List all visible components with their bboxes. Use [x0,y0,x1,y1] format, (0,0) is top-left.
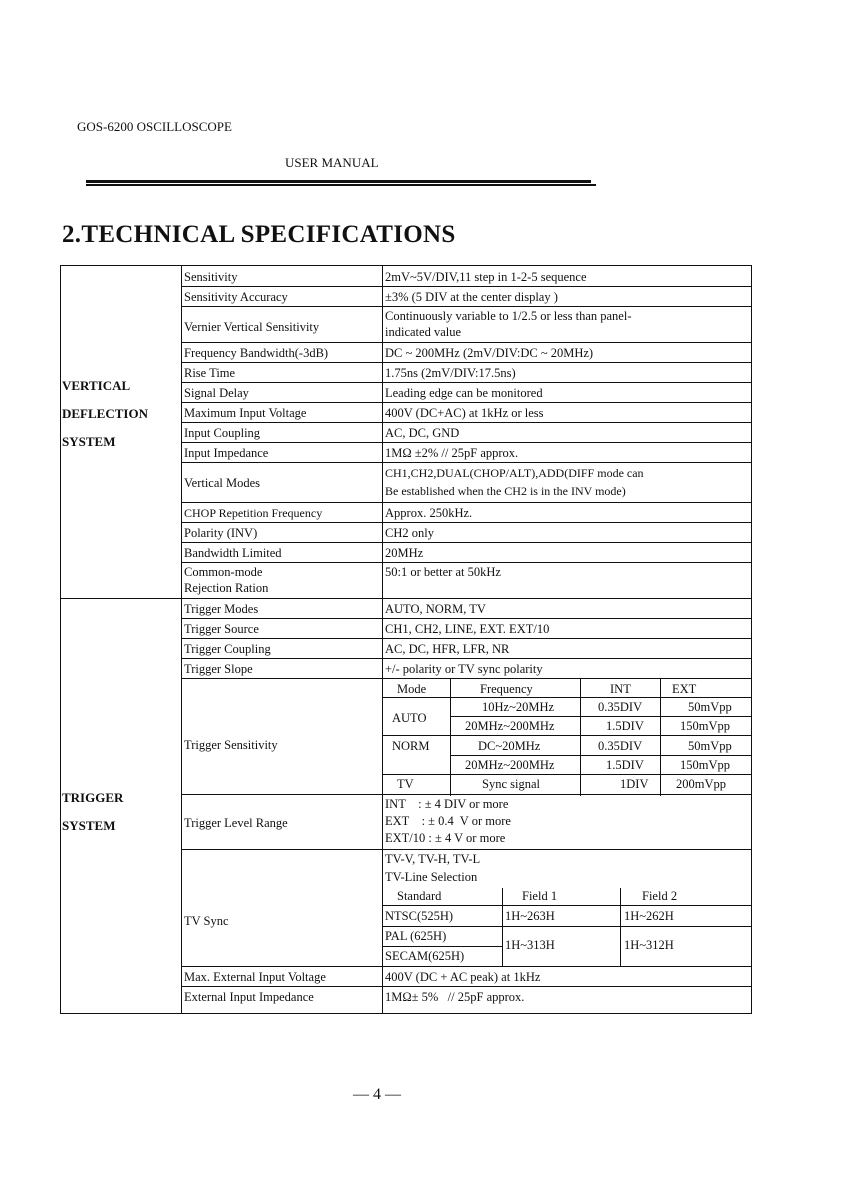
spec-value: +/- polarity or TV sync polarity [385,662,543,676]
col-divider [450,678,451,796]
table-cell: 20MHz~200MHz [465,758,555,772]
table-header: INT [610,682,631,696]
spec-value: 1.75ns (2mV/DIV:17.5ns) [385,366,516,380]
col-divider [620,888,621,966]
spec-name: Signal Delay [184,386,249,400]
spec-value: 400V (DC+AC) at 1kHz or less [385,406,544,420]
table-cell: 1H~263H [505,909,555,923]
spec-name: Vernier Vertical Sensitivity [184,320,320,334]
row-divider [450,755,751,756]
table-cell: 0.35DIV [598,739,643,753]
col-divider [580,678,581,796]
spec-value: 20MHz [385,546,424,560]
spec-value: CH1, CH2, LINE, EXT. EXT/10 [385,622,550,636]
spec-name: External Input Impedance [184,990,314,1004]
table-cell: 1H~262H [624,909,674,923]
row-divider [181,462,751,463]
document-header-title: GOS-6200 OSCILLOSCOPE [77,119,232,134]
spec-value: ±3% (5 DIV at the center display ) [385,290,558,304]
spec-value: 1MΩ± 5% // 25pF approx. [385,990,525,1004]
row-divider [181,658,751,659]
row-divider [181,986,751,987]
spec-name: Sensitivity [184,270,238,284]
table-cell: 1.5DIV [606,758,644,772]
table-cell: 200mVpp [676,777,726,791]
row-divider [181,306,751,307]
col-divider [502,888,503,966]
category-column-divider [181,265,182,1013]
table-cell: DC~20MHz [478,739,541,753]
spec-value: 2mV~5V/DIV,11 step in 1-2-5 sequence [385,270,587,284]
spec-value-line2: indicated value [385,325,462,339]
row-divider [181,678,751,679]
row-divider [181,362,751,363]
spec-name-line2: Rejection Ration [184,581,269,595]
table-cell: NORM [392,739,430,753]
row-divider [382,774,751,775]
spec-value: AC, DC, HFR, LFR, NR [385,642,510,656]
spec-value: 400V (DC + AC peak) at 1kHz [385,970,541,984]
table-header: Field 2 [642,889,678,903]
row-divider [181,794,751,795]
row-divider [181,849,751,850]
row-divider [181,542,751,543]
spec-value: AUTO, NORM, TV [385,602,486,616]
section-title: 2.TECHNICAL SPECIFICATIONS [62,221,456,248]
header-rule [86,180,591,183]
spec-name: Frequency Bandwidth(-3dB) [184,346,329,360]
spec-value: Continuously variable to 1/2.5 or less than panel- [385,309,632,323]
document-header-subtitle: USER MANUAL [285,155,379,170]
spec-value: DC ~ 200MHz (2mV/DIV:DC ~ 20MHz) [385,346,594,360]
table-header: Frequency [480,682,533,696]
row-divider [181,286,751,287]
row-divider [382,946,502,947]
spec-value: CH2 only [385,526,434,540]
spec-value-line2: Be established when the CH2 is in the INV mode) [385,484,626,498]
spec-value: Approx. 250kHz. [385,506,473,520]
table-cell: 150mVpp [680,719,730,733]
spec-name: Common-mode [184,565,263,579]
table-cell: 50mVpp [688,700,732,714]
spec-name: Input Impedance [184,446,269,460]
row-divider [181,422,751,423]
spec-name: Trigger Sensitivity [184,738,278,752]
row-divider [181,382,751,383]
table-cell: 1DIV [620,777,649,791]
table-cell: TV [397,777,414,791]
spec-name: Rise Time [184,366,236,380]
spec-name: Vertical Modes [184,476,261,490]
spec-name: Polarity (INV) [184,526,258,540]
table-cell: Sync signal [482,777,540,791]
table-cell: 150mVpp [680,758,730,772]
spec-name: Trigger Coupling [184,642,271,656]
row-divider [181,442,751,443]
row-divider [450,716,751,717]
header-rule-lower [86,184,596,186]
spec-name: Trigger Slope [184,662,253,676]
table-cell: NTSC(525H) [385,909,454,923]
spec-value: TV-V, TV-H, TV-L [385,852,481,866]
vertical-system-label: VERTICAL DEFLECTION SYSTEM [62,378,148,449]
spec-value: EXT : ± 0.4 V or more [385,814,511,828]
trigger-system-label: TRIGGER SYSTEM [62,790,124,833]
table-header: Standard [397,889,442,903]
row-divider [181,562,751,563]
table-cell: 20MHz~200MHz [465,719,555,733]
row-divider [382,697,751,698]
spec-value: CH1,CH2,DUAL(CHOP/ALT),ADD(DIFF mode can [385,466,644,480]
table-cell: PAL (625H) [385,929,447,943]
table-header: Field 1 [522,889,558,903]
spec-name: TV Sync [184,914,229,928]
spec-name: Max. External Input Voltage [184,970,326,984]
row-divider [181,522,751,523]
table-cell: AUTO [392,711,427,725]
spec-name: Bandwidth Limited [184,546,282,560]
table-header: Mode [397,682,427,696]
spec-value: EXT/10 : ± 4 V or more [385,831,506,845]
page-number: — 4 — [353,1086,401,1103]
spec-value: 1MΩ ±2% // 25pF approx. [385,446,519,460]
table-cell: 10Hz~20MHz [482,700,555,714]
table-cell: 0.35DIV [598,700,643,714]
table-cell: 50mVpp [688,739,732,753]
spec-value: INT : ± 4 DIV or more [385,797,509,811]
row-divider [382,735,751,736]
row-divider [181,618,751,619]
row-divider [382,905,751,906]
spec-value: Leading edge can be monitored [385,386,543,400]
spec-name: CHOP Repetition Frequency [184,506,323,520]
table-header: EXT [672,682,697,696]
table-cell: 1H~313H [505,938,555,952]
table-cell: 1H~312H [624,938,674,952]
spec-name: Trigger Level Range [184,816,288,830]
spec-value: TV-Line Selection [385,870,478,884]
row-divider [181,638,751,639]
spec-name: Input Coupling [184,426,261,440]
table-cell: 1.5DIV [606,719,644,733]
row-divider [382,926,751,927]
row-divider [181,966,751,967]
row-divider [181,342,751,343]
spec-value: 50:1 or better at 50kHz [385,565,501,579]
spec-name: Maximum Input Voltage [184,406,307,420]
col-divider [660,678,661,796]
table-cell: SECAM(625H) [385,949,465,963]
spec-value: AC, DC, GND [385,426,460,440]
value-column-divider [382,265,383,1013]
spec-name: Trigger Source [184,622,259,636]
spec-name: Sensitivity Accuracy [184,290,288,304]
spec-name: Trigger Modes [184,602,259,616]
row-divider [181,502,751,503]
row-divider [181,402,751,403]
